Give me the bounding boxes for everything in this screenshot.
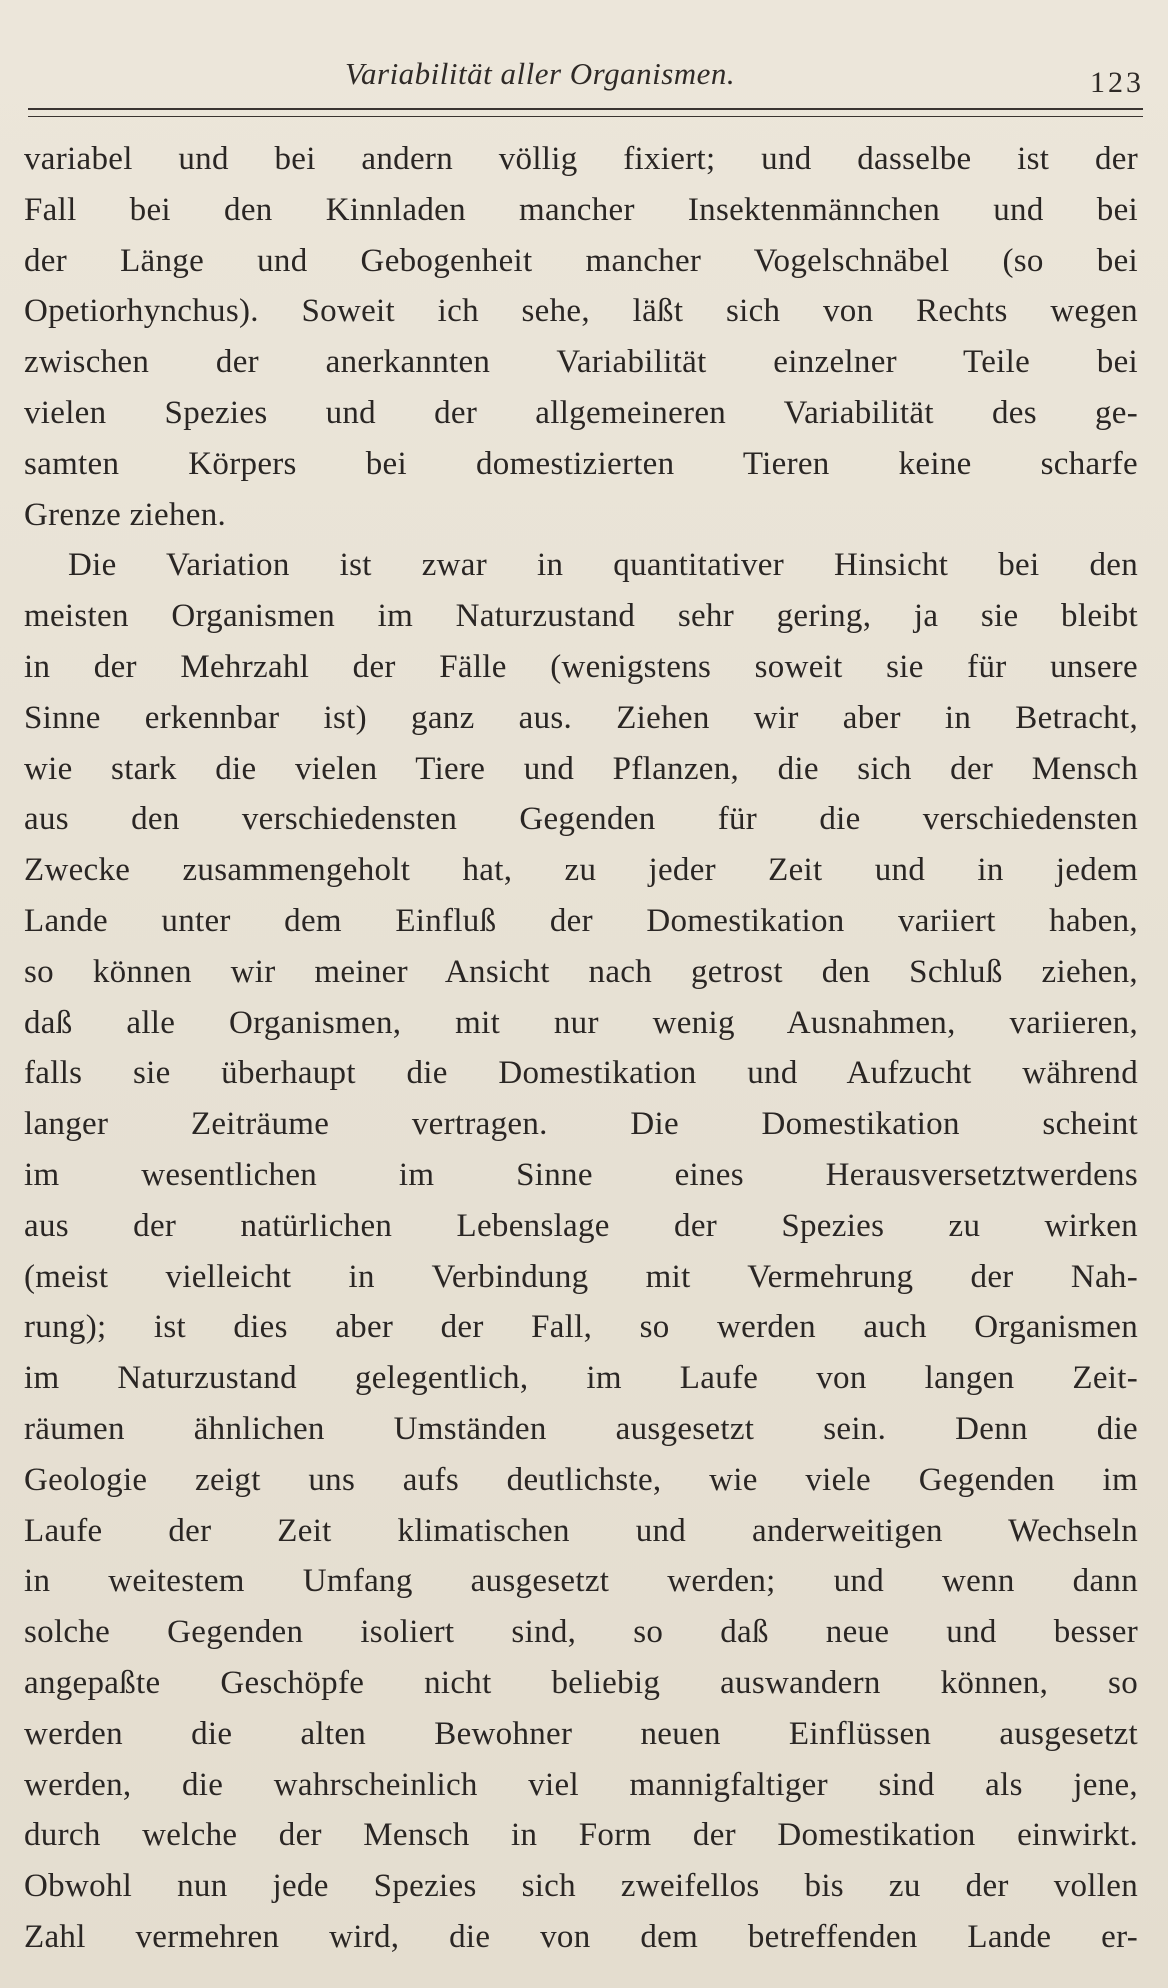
running-title: Variabilität aller Organismen.: [345, 56, 736, 91]
text-line: Laufe der Zeit klimatischen und anderweitigen Wechseln: [24, 1512, 1138, 1549]
text-line: falls sie überhaupt die Domestikation und Aufzucht während: [24, 1055, 1138, 1092]
text-line: angepaßte Geschöpfe nicht beliebig auswandern können, so: [24, 1664, 1138, 1701]
paragraph-start-line: Die Variation ist zwar in quantitativer Hinsicht bei den: [68, 547, 1138, 584]
text-line: (meist vielleicht in Verbindung mit Vermehrung der Nah-: [24, 1258, 1138, 1295]
text-line: Sinne erkennbar ist) ganz aus. Ziehen wir aber in Betracht,: [24, 699, 1138, 736]
text-line: Zahl vermehren wird, die von dem betreffenden Lande er-: [24, 1918, 1138, 1955]
running-header: [0, 56, 1168, 99]
text-line: Geologie zeigt uns aufs deutlichste, wie viele Gegenden im: [24, 1461, 1138, 1498]
text-line: Zwecke zusammengeholt hat, zu jeder Zeit und in jedem: [24, 852, 1138, 889]
text-line: langer Zeiträume vertragen. Die Domestikation scheint: [24, 1106, 1138, 1143]
text-line: in der Mehrzahl der Fälle (wenigstens soweit sie für unsere: [24, 648, 1138, 685]
text-line: vielen Spezies und der allgemeineren Variabilität des ge-: [24, 394, 1138, 431]
text-line: aus den verschiedensten Gegenden für die verschiedensten: [24, 801, 1138, 838]
text-line: in weitestem Umfang ausgesetzt werden; und wenn dann: [24, 1563, 1138, 1600]
text-line: rung); ist dies aber der Fall, so werden auch Organismen: [24, 1309, 1138, 1346]
text-line: im wesentlichen im Sinne eines Herausversetztwerdens: [24, 1156, 1138, 1193]
text-line: Grenze ziehen.: [24, 496, 227, 533]
text-line: so können wir meiner Ansicht nach getrost den Schluß ziehen,: [24, 953, 1138, 990]
text-line: durch welche der Mensch in Form der Domestikation einwirkt.: [24, 1817, 1138, 1854]
text-line: werden, die wahrscheinlich viel mannigfaltiger sind als jene,: [24, 1766, 1138, 1803]
text-line: im Naturzustand gelegentlich, im Laufe von langen Zeit-: [24, 1360, 1138, 1397]
body-text: [24, 134, 1138, 1963]
page-number: 123: [1090, 66, 1144, 99]
text-line: Obwohl nun jede Spezies sich zweifellos bis zu der vollen: [24, 1868, 1138, 1905]
text-line: Opetiorhynchus). Soweit ich sehe, läßt sich von Rechts wegen: [24, 293, 1138, 330]
text-line: wie stark die vielen Tiere und Pflanzen, die sich der Mensch: [24, 750, 1138, 787]
text-line: werden die alten Bewohner neuen Einflüssen ausgesetzt: [24, 1715, 1138, 1752]
text-line: aus der natürlichen Lebenslage der Spezies zu wirken: [24, 1207, 1138, 1244]
text-line: variabel und bei andern völlig fixiert; und dasselbe ist der: [24, 141, 1138, 177]
text-line: Lande unter dem Einfluß der Domestikation variiert haben,: [24, 902, 1138, 939]
header-rule-top: [28, 108, 1143, 110]
text-line: der Länge und Gebogenheit mancher Vogelschnäbel (so bei: [24, 242, 1138, 279]
text-line: solche Gegenden isoliert sind, so daß neue und besser: [24, 1614, 1138, 1651]
text-line: räumen ähnlichen Umständen ausgesetzt sein. Denn die: [24, 1410, 1138, 1447]
text-line: samten Körpers bei domestizierten Tieren keine scharfe: [24, 445, 1138, 482]
text-line: Fall bei den Kinnladen mancher Insektenmännchen und bei: [24, 191, 1138, 228]
text-line: zwischen der anerkannten Variabilität einzelner Teile bei: [24, 344, 1138, 381]
header-rule-bottom: [28, 116, 1143, 117]
text-line: daß alle Organismen, mit nur wenig Ausnahmen, variieren,: [24, 1004, 1138, 1041]
text-line: meisten Organismen im Naturzustand sehr gering, ja sie bleibt: [24, 598, 1138, 635]
